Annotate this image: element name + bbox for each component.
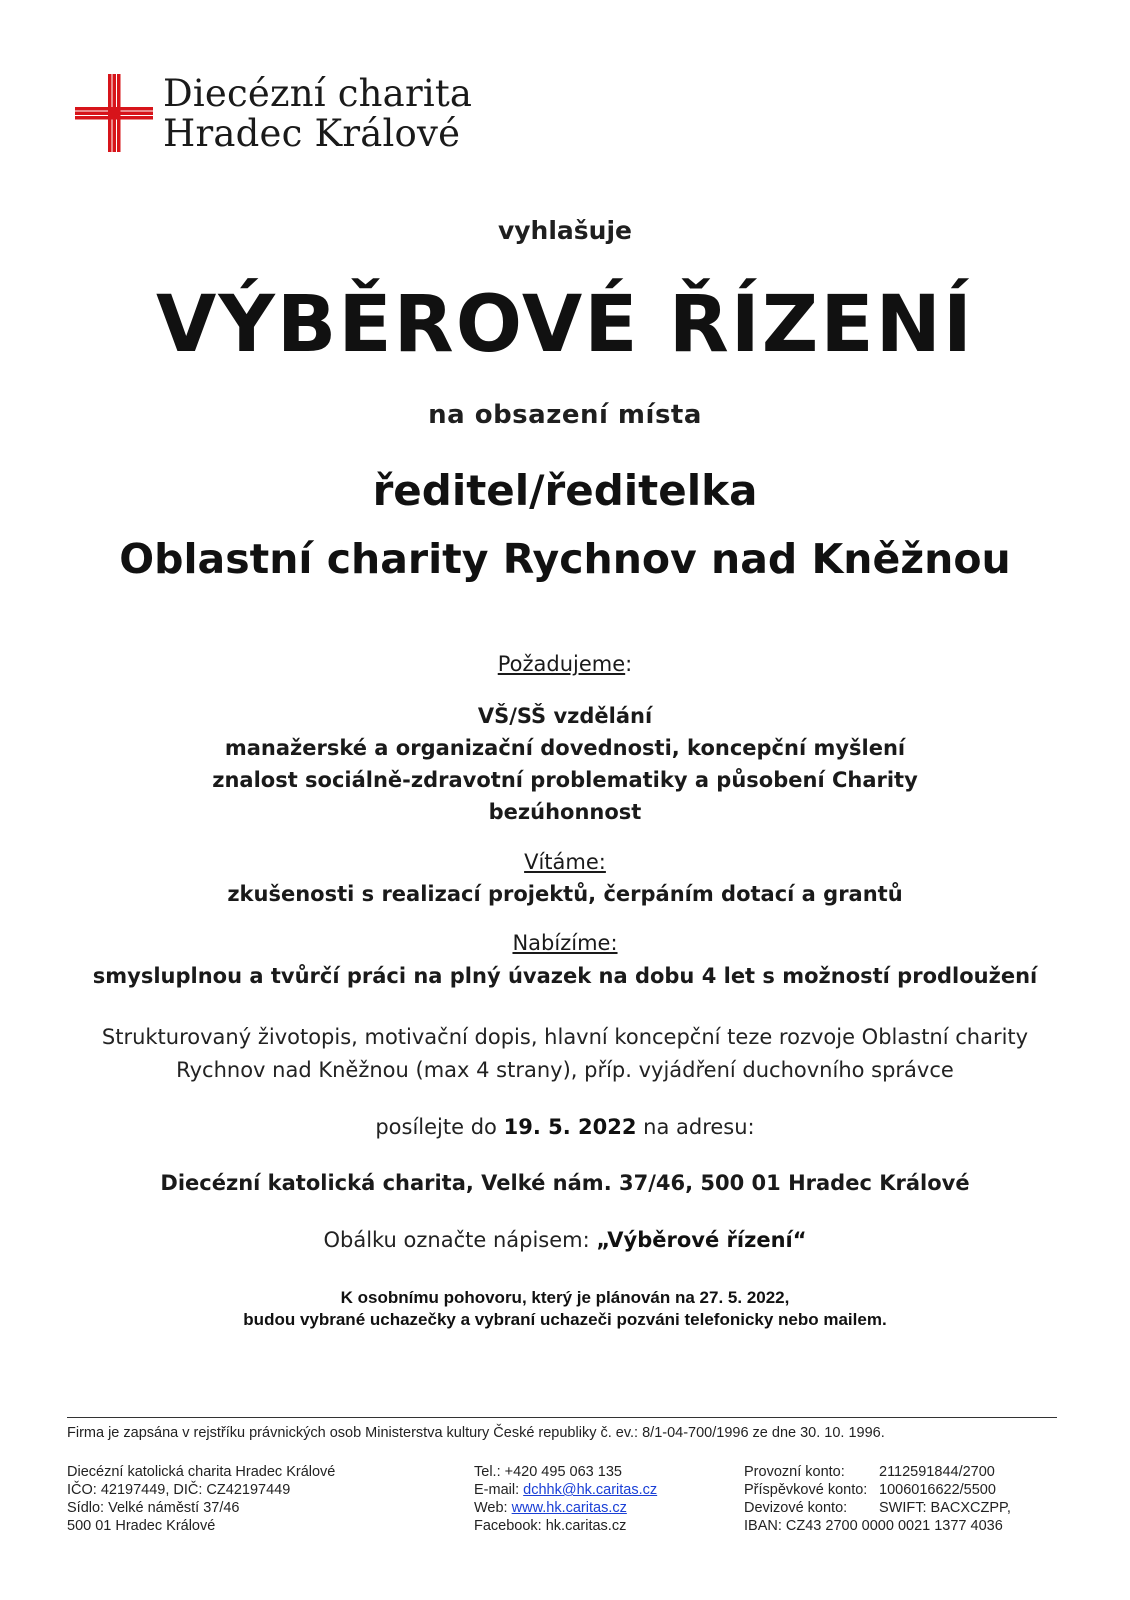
requirements-heading-colon: :: [625, 652, 633, 676]
deadline-prefix: posílejte do: [375, 1115, 497, 1139]
requirements-heading-row: [0, 652, 1130, 676]
envelope-label: „Výběrové řízení“: [596, 1228, 807, 1252]
position-title: ředitel/ředitelka: [372, 466, 758, 515]
offer-text: smysluplnou a tvůrčí práci na plný úvazek na dobu 4 let s možností prodloužení: [92, 964, 1038, 988]
footer-accounts: [744, 1463, 1011, 1535]
requirements-heading: Požadujeme: [497, 652, 626, 676]
operating-account-number: 2112591844/2700: [879, 1464, 995, 1480]
footer-divider: [67, 1417, 1057, 1418]
announces-text: vyhlašuje: [497, 216, 633, 245]
welcome-heading: Vítáme:: [524, 850, 606, 874]
deadline-date: 19. 5. 2022: [503, 1115, 637, 1139]
welcome-text: zkušenosti s realizací projektů, čerpáním dotací a grantů: [227, 882, 903, 906]
iban: IBAN: CZ43 2700 0000 0021 1377 4036: [744, 1518, 1003, 1534]
caritas-cross-icon: [75, 74, 153, 152]
position-organization: Oblastní charity Rychnov nad Kněžnou: [119, 535, 1011, 583]
interview-line-2: budou vybrané uchazečky a vybraní uchazeči pozváni telefonicky nebo mailem.: [243, 1310, 887, 1329]
documents-line-1: Strukturovaný životopis, motivační dopis, hlavní koncepční teze rozvoje Oblastní charity: [101, 1025, 1029, 1049]
operating-account-label: Provozní konto:: [744, 1464, 845, 1480]
list-item: bezúhonnost: [488, 800, 642, 824]
page-title: VÝBĚROVÉ ŘÍZENÍ: [156, 280, 974, 370]
email-label: E-mail:: [474, 1482, 520, 1498]
list-item: VŠ/SŠ vzdělání: [477, 704, 653, 728]
contact-phone: Tel.: +420 495 063 135: [474, 1464, 622, 1480]
org-ids: IČO: 42197449, DIČ: CZ42197449: [67, 1482, 291, 1498]
requirements-list: [0, 700, 1130, 828]
contact-email-row: [474, 1481, 657, 1499]
web-link[interactable]: www.hk.caritas.cz: [511, 1500, 627, 1516]
offer-heading: Nabízíme:: [512, 931, 618, 955]
org-name: Diecézní katolická charita Hradec Králové: [67, 1464, 336, 1480]
list-item: znalost sociálně-zdravotní problematiky a působení Charity: [212, 768, 918, 792]
envelope-prefix: Obálku označte nápisem:: [323, 1228, 590, 1252]
logo-line-1: Diecézní charita: [163, 72, 473, 115]
contribution-account-number: 1006016622/5500: [879, 1482, 996, 1498]
footer-organization: [67, 1463, 335, 1535]
contribution-account-row: [744, 1481, 1011, 1499]
subtitle: na obsazení místa: [428, 400, 702, 430]
contact-facebook: Facebook: hk.caritas.cz: [474, 1518, 627, 1534]
footer-contact: [474, 1463, 657, 1535]
welcome-heading-row: [0, 850, 1130, 874]
deadline-suffix: na adresu:: [643, 1115, 755, 1139]
logo-line-2: Hradec Králové: [163, 112, 461, 155]
deadline-line: [0, 1115, 1130, 1139]
required-documents: [0, 1021, 1130, 1087]
offer-heading-row: [0, 931, 1130, 955]
interview-line-1: K osobnímu pohovoru, který je plánován na 27. 5. 2022,: [340, 1288, 790, 1307]
operating-account-row: [744, 1463, 1011, 1481]
email-link[interactable]: dchhk@hk.caritas.cz: [523, 1482, 658, 1498]
org-seat: Sídlo: Velké náměstí 37/46: [67, 1500, 240, 1516]
org-city: 500 01 Hradec Králové: [67, 1518, 216, 1534]
charity-logo: [75, 72, 495, 162]
foreign-account-row: [744, 1499, 1011, 1517]
envelope-instruction: [0, 1228, 1130, 1252]
contribution-account-label: Příspěvkové konto:: [744, 1482, 868, 1498]
swift-code: SWIFT: BACXCZPP,: [879, 1500, 1011, 1516]
postal-address: Diecézní katolická charita, Velké nám. 37/46, 500 01 Hradec Králové: [160, 1171, 970, 1195]
web-label: Web:: [474, 1500, 508, 1516]
registry-note: Firma je zapsána v rejstříku právnických osob Ministerstva kultury České republiky č. ev.: 8/1-04-700/1996 ze dne 30. 10. 1996.: [67, 1425, 885, 1441]
documents-line-2: Rychnov nad Kněžnou (max 4 strany), příp. vyjádření duchovního správce: [176, 1058, 954, 1082]
interview-note: [0, 1287, 1130, 1331]
contact-web-row: [474, 1499, 657, 1517]
list-item: manažerské a organizační dovednosti, koncepční myšlení: [224, 736, 906, 760]
foreign-account-label: Devizové konto:: [744, 1500, 848, 1516]
